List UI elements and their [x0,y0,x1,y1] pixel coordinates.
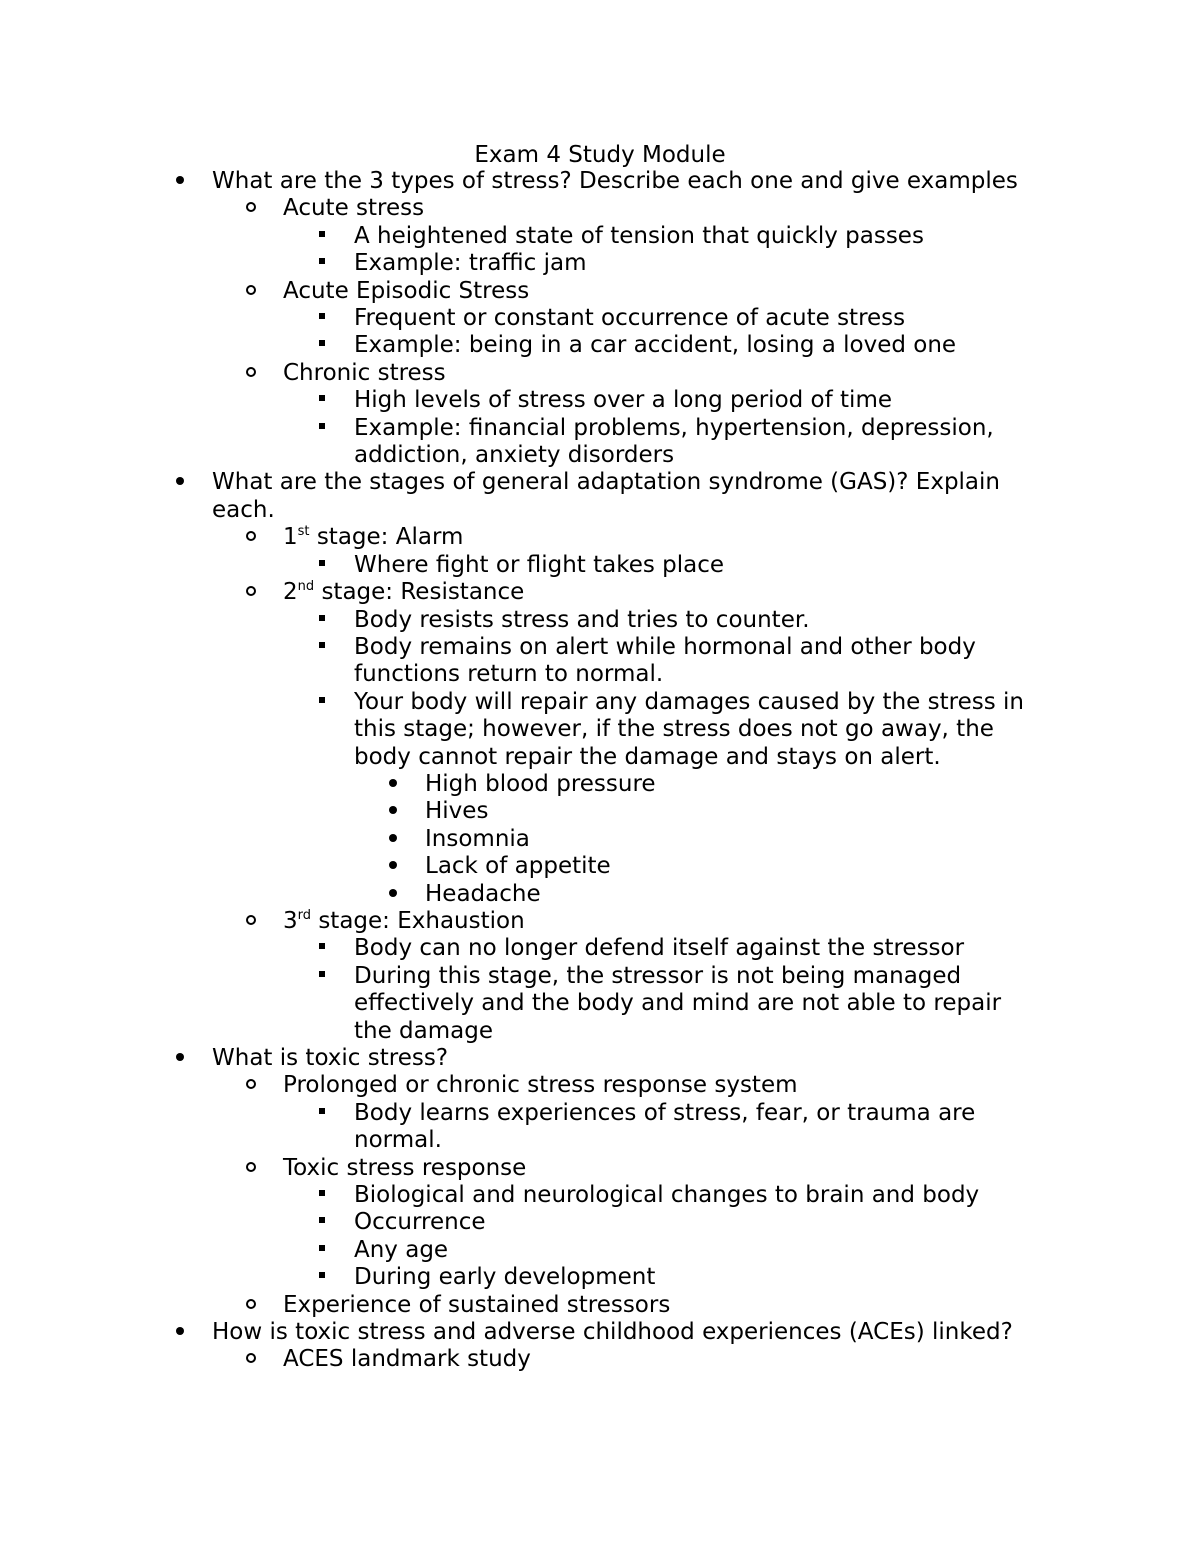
square-bullet-icon [312,415,332,442]
square-bullet-icon [312,607,332,634]
disc-bullet-icon [170,1045,190,1072]
detail-text: Where fight or flight takes place [354,551,725,578]
topic-text: Experience of sustained stressors [283,1291,671,1318]
circle-bullet-icon [241,1346,261,1373]
stage-item [0,579,1040,606]
topic-text: ACES landmark study [283,1346,531,1373]
detail-item [0,1237,1044,1264]
square-bullet-icon [312,387,332,414]
detail-text: During early development [354,1264,656,1291]
circle-bullet-icon [241,908,261,935]
disc-bullet-icon [170,469,190,496]
symptom-text: Hives [425,798,489,825]
detail-item [0,552,1044,579]
detail-text: High levels of stress over a long period of time [354,387,892,414]
square-bullet-icon [312,1237,332,1264]
disc-bullet-icon [170,168,190,195]
square-bullet-icon [312,1264,332,1291]
detail-item [0,415,1044,470]
detail-item [0,1209,1044,1236]
topic-text: Toxic stress response [283,1154,527,1181]
stage-item [0,908,1040,935]
question-item [0,1045,1040,1072]
topic-item [0,1072,1040,1099]
topic-text: Acute Episodic Stress [283,277,530,304]
symptom-item [0,853,1045,880]
detail-text: Any age [354,1236,449,1263]
symptom-text: Headache [425,880,541,907]
circle-bullet-icon [241,1155,261,1182]
square-bullet-icon [312,1182,332,1209]
detail-item [0,1264,1044,1291]
detail-item [0,1100,1044,1155]
detail-item [0,305,1044,332]
question-item [0,168,1040,195]
circle-bullet-icon [241,278,261,305]
symptom-text: Lack of appetite [425,853,611,880]
detail-text: Biological and neurological changes to brain and body [354,1182,980,1209]
stage-ordinal: nd [297,579,315,595]
detail-text: Body resists stress and tries to counter. [354,606,810,633]
detail-text: During this stage, the stressor is not being managed effectively and the body and mind are not able to repair the damage [354,962,1002,1044]
circle-bullet-icon [241,195,261,222]
symptom-item [0,798,1045,825]
question-text: How is toxic stress and adverse childhood experiences (ACEs) linked? [212,1319,1013,1346]
detail-text: Body can no longer defend itself against the stressor [354,935,965,962]
detail-item [0,935,1044,962]
question-text: What are the stages of general adaptation syndrome (GAS)? Explain each. [212,469,1000,523]
symptom-item [0,826,1045,853]
topic-text: Prolonged or chronic stress response system [283,1072,798,1099]
circle-bullet-icon [241,360,261,387]
disc-bullet-icon [383,881,403,908]
detail-text: Body remains on alert while hormonal and other body functions return to normal. [354,633,976,688]
detail-text: Body learns experiences of stress, fear, or trauma are normal. [354,1099,976,1154]
stage-label: stage: Exhaustion [311,907,525,934]
symptom-text: High blood pressure [425,770,656,797]
detail-text: Example: traffic jam [354,250,587,277]
stage-number: 1 [283,524,298,551]
stage-ordinal: rd [297,907,312,923]
detail-text: Your body will repair any damages caused by the stress in this stage; however, if the stress does not go away, the body cannot repair the damage and stays on alert. [354,688,1024,770]
topic-text: Acute stress [283,195,425,222]
stage-label: stage: Resistance [314,579,525,606]
topic-item [0,1292,1040,1319]
circle-bullet-icon [241,1072,261,1099]
stage-label: stage: Alarm [309,524,464,551]
circle-bullet-icon [241,579,261,606]
question-item [0,1319,1040,1346]
topic-item [0,195,1040,222]
square-bullet-icon [312,1209,332,1236]
stage-ordinal: st [297,524,310,540]
topic-item [0,278,1040,305]
square-bullet-icon [312,963,332,990]
topic-item [0,1346,1040,1373]
topic-item [0,360,1040,387]
symptom-text: Insomnia [425,825,530,852]
circle-bullet-icon [241,1292,261,1319]
detail-text: Example: financial problems, hypertension, depression, addiction, anxiety disorders [354,414,994,469]
detail-item [0,332,1044,359]
disc-bullet-icon [170,1319,190,1346]
circle-bullet-icon [241,524,261,551]
detail-item [0,387,1044,414]
question-item [0,469,1040,524]
square-bullet-icon [312,689,332,716]
symptom-item [0,881,1045,908]
topic-text: Chronic stress [283,359,446,386]
detail-text: Example: being in a car accident, losing a loved one [354,332,957,359]
document-title: Exam 4 Study Module [474,142,726,168]
topic-item [0,1155,1040,1182]
square-bullet-icon [312,552,332,579]
symptom-item [0,771,1045,798]
detail-item [0,607,1044,634]
detail-item [0,1182,1044,1209]
square-bullet-icon [312,305,332,332]
detail-item [0,223,1044,250]
square-bullet-icon [312,332,332,359]
stage-item [0,524,1040,551]
disc-bullet-icon [383,853,403,880]
square-bullet-icon [312,1100,332,1127]
detail-item [0,250,1044,277]
question-text: What is toxic stress? [212,1045,449,1071]
disc-bullet-icon [383,798,403,825]
square-bullet-icon [312,935,332,962]
detail-item [0,634,1044,689]
disc-bullet-icon [383,826,403,853]
outline-list [0,168,1200,1374]
detail-text: A heightened state of tension that quickly passes [354,222,924,249]
disc-bullet-icon [383,771,403,798]
detail-item [0,689,1044,771]
detail-item [0,963,1044,1045]
question-text: What are the 3 types of stress? Describe each one and give examples [212,168,1018,194]
stage-number: 3 [283,907,298,934]
square-bullet-icon [312,634,332,661]
square-bullet-icon [312,250,332,277]
detail-text: Occurrence [354,1209,486,1236]
detail-text: Frequent or constant occurrence of acute stress [354,305,906,332]
square-bullet-icon [312,223,332,250]
stage-number: 2 [283,579,298,606]
